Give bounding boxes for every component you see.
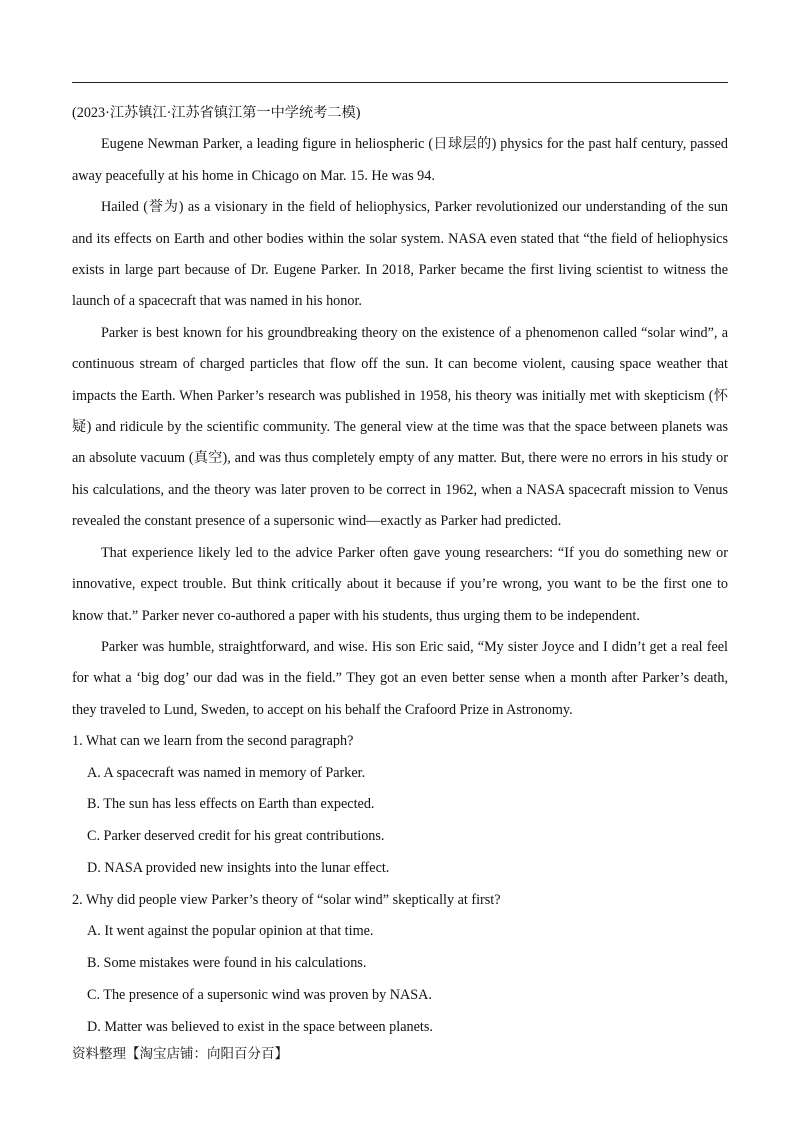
paragraph-1: Eugene Newman Parker, a leading figure in heliospheric (日球层的) physics for the past half century, passed away peacefully at his home in Chicago on Mar. 15. He was 94. — [72, 136, 728, 184]
document-body — [72, 98, 728, 1043]
paragraph-3: Parker is best known for his groundbreaking theory on the existence of a phenomenon called “solar wind”, a continuous stream of charged particles that flow off the sun. It can become violent, causing space weather that impacts the Earth. When Parker’s research was published in 1958, his theory was initially met with skepticism (怀疑) and ridicule by the scientific community. The general view at the time was that the space between planets was an absolute vacuum (真空), and was thus completely empty of any matter. But, there were no errors in his study or his calculations, and the theory was later proven to be correct in 1962, when a NASA spacecraft mission to Venus revealed the constant presence of a supersonic wind—exactly as Parker had predicted. — [72, 324, 728, 530]
source-line: (2023·江苏镇江·江苏省镇江第一中学统考二模) — [72, 105, 361, 121]
paragraph-4: That experience likely led to the advice Parker often gave young researchers: “If you do something new or innovative, expect trouble. But think critically about it because if you’re wrong, you want to be the first one to know that.” Parker never co-authored a paper with his students, thus urging them to be independent. — [72, 544, 728, 624]
header-rule — [72, 82, 728, 83]
question-stem: 2. Why did people view Parker’s theory of “solar wind” skeptically at first? — [72, 891, 501, 908]
option-c: C. Parker deserved credit for his great contributions. — [87, 828, 385, 845]
option-a: A. A spacecraft was named in memory of Parker. — [87, 764, 366, 781]
paragraph-2: Hailed (誉为) as a visionary in the field of heliophysics, Parker revolutionized our understanding of the sun and its effects on Earth and other bodies within the solar system. NASA even stated that “the field of heliophysics exists in large part because of Dr. Eugene Parker. In 2018, Parker became the first living scientist to witness the launch of a spacecraft that was named in his honor. — [72, 199, 728, 310]
option-a: A. It went against the popular opinion at that time. — [87, 923, 374, 940]
footer-note: 资料整理【淘宝店铺：向阳百分百】 — [72, 1046, 288, 1061]
option-b: B. The sun has less effects on Earth than expected. — [87, 796, 375, 813]
question-2 — [72, 885, 728, 1044]
question-1 — [72, 726, 728, 885]
option-d: D. Matter was believed to exist in the space between planets. — [87, 1018, 433, 1035]
option-b: B. Some mistakes were found in his calculations. — [87, 954, 367, 971]
question-stem: 1. What can we learn from the second paragraph? — [72, 733, 354, 750]
paragraph-5: Parker was humble, straightforward, and wise. His son Eric said, “My sister Joyce and I didn’t get a real feel for what a ‘big dog’ our dad was in the field.” They got an even better sense when a month after Parker’s death, they traveled to Lund, Sweden, to accept on his behalf the Crafoord Prize in Astronomy. — [72, 638, 728, 718]
option-c: C. The presence of a supersonic wind was proven by NASA. — [87, 986, 432, 1003]
option-d: D. NASA provided new insights into the lunar effect. — [87, 859, 390, 876]
